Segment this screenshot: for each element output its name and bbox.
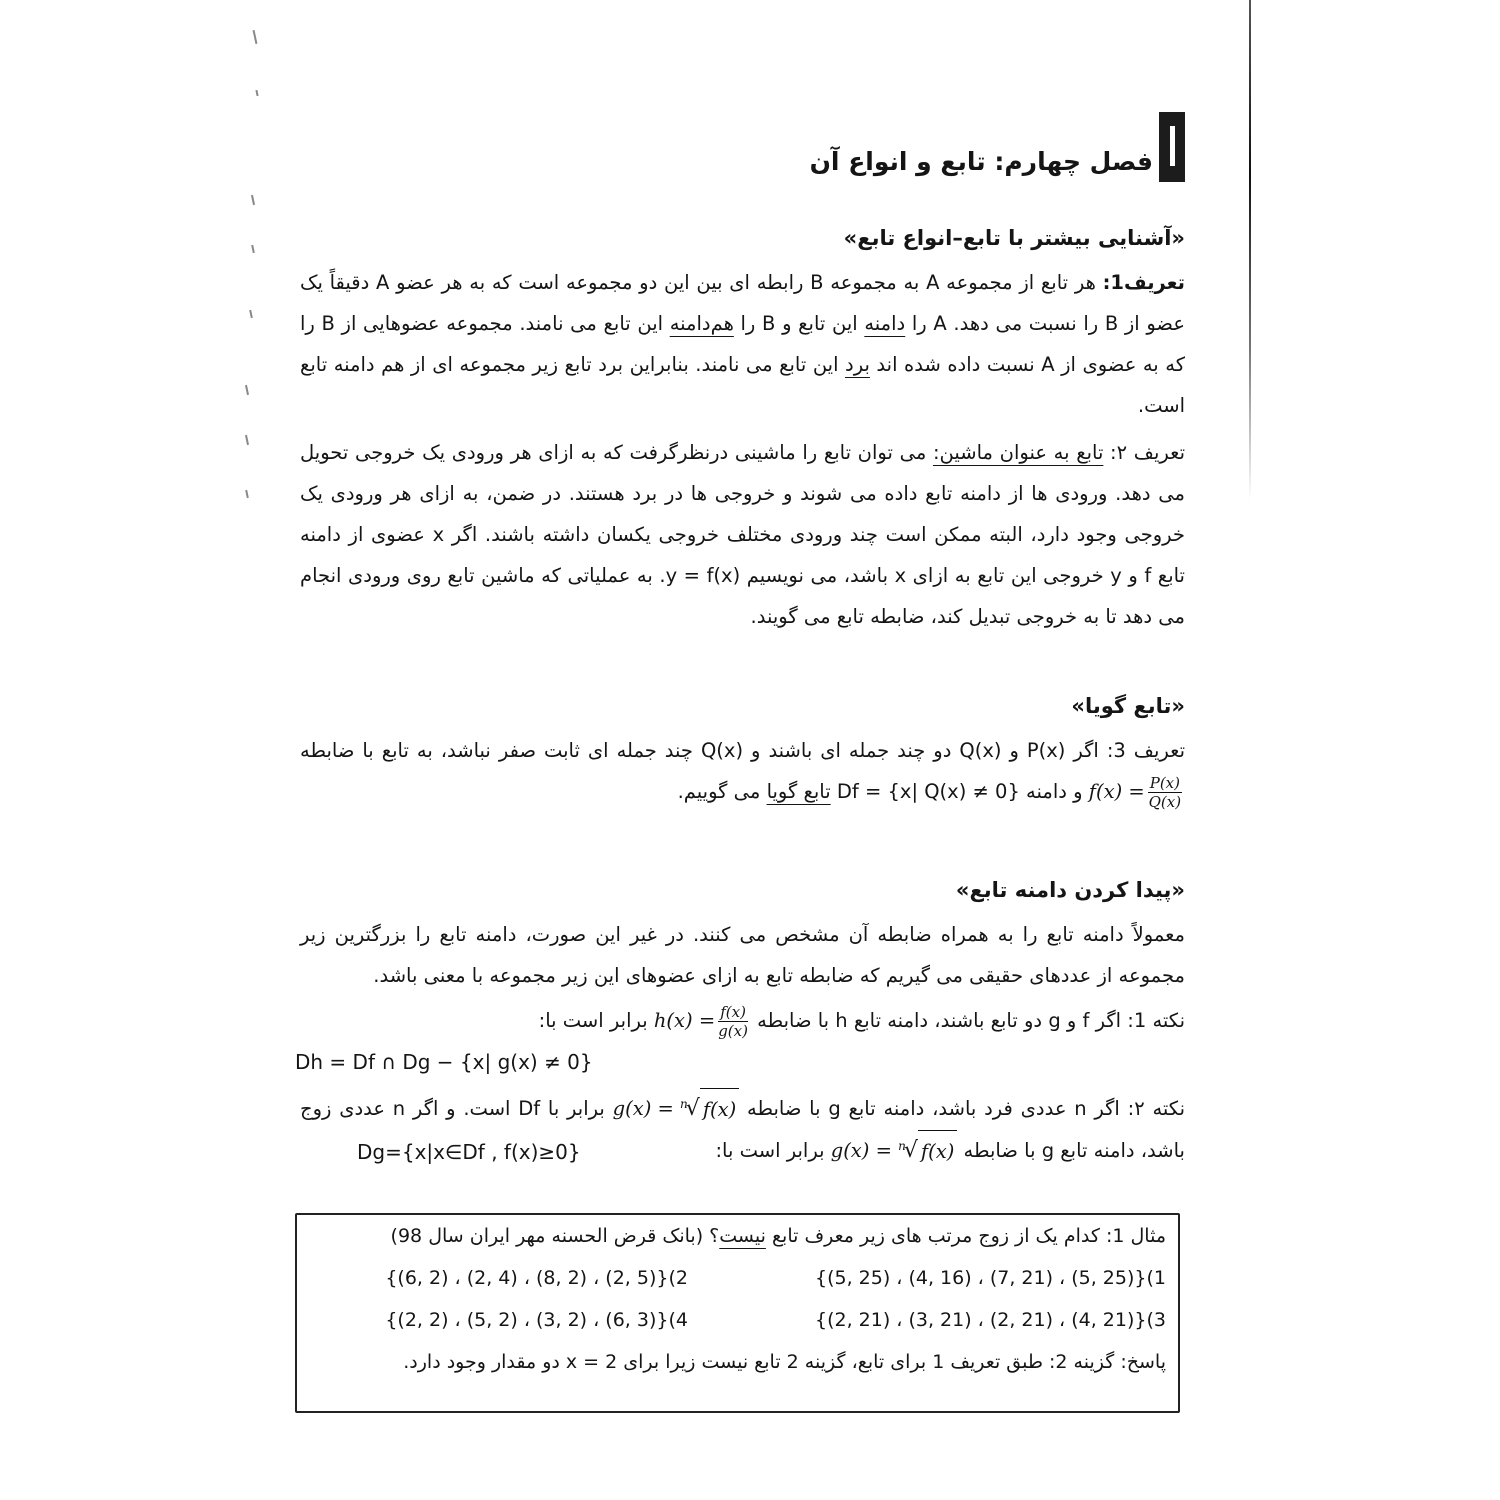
note-1: نکته 1: اگر f و g دو تابع باشند، دامنه تابع h با ضابطه h(x) = $\frac{f(x)}{g(x)}$ برابر است با: [300,1000,1185,1041]
rational-domain-formula: Df = {x| Q(x) ≠ 0} [836,780,1020,803]
option-1[interactable]: 1){(5, 25) ، (4, 16) ، (7, 21) ، (5, 25)} [814,1267,1166,1289]
note-1-result: Dh = Df ∩ Dg − {x| g(x) ≠ 0} [295,1050,593,1074]
definition-1-label: تعریف1: [1102,271,1185,294]
definition-3: تعریف 3: اگر P(x) و Q(x) دو چند جمله ای باشند و Q(x) چند جمله ای ثابت صفر نباشد، به تابع با ضابطه f(x) = $\frac{P(x)}{Q(x)}$ و دامنه Df = {x| Q(x) ≠ 0} تابع گویا می گوییم. [300,739,1185,811]
formula-y-fx: y = f(x) [665,564,741,587]
scan-artifacts [250,30,270,550]
option-2[interactable]: 2){(6, 2) ، (2, 4) ، (8, 2) ، (2, 5)} [385,1267,688,1289]
note-2-result: Dg={x|x∈Df , f(x)≥0} [357,1140,581,1164]
option-3[interactable]: 3){(2, 21) ، (3, 21) ، (2, 21) ، (4, 21)} [814,1309,1166,1331]
example-question: مثال 1: کدام یک از زوج مرتب های زیر معرف تابع نیست؟ (بانک قرض الحسنه مهر ایران سال 98) [390,1225,1166,1247]
quotient-function-formula: h(x) = $\frac{f(x)}{g(x)}$ [653,1003,748,1040]
page-binding-line [1249,0,1251,500]
note-2: نکته ۲: اگر n عددی فرد باشد، دامنه تابع g با ضابطه g(x) = n √ f(x) برابر با Df است. و اگر n عددی زوج باشد، دامنه تابع g با ضابطه g(x) = n √ f(x) برابر است با: [300,1088,1185,1172]
section-heading-domain: «پیدا کردن دامنه تابع» [955,878,1185,902]
definition-2: تعریف ۲: تابع به عنوان ماشین: می توان تابع را ماشینی درنظرگرفت که به ازای هر ورودی یک خروجی تحویل می دهد. ورودی ها از دامنه تابع داده می شوند و خروجی ها در برد هستند. در ضمن، به ازای هر ورودی یک خروجی وجود دارد، البته ممکن است چند ورودی مختلف خروجی یکسان داشته باشند. اگر x عضوی از دامنه تابع f و y خروجی این تابع به ازای x باشد، می نویسیم y = f(x). به عملیاتی که ماشین تابع روی ورودی انجام می دهد تا به خروجی تبدیل کند، ضابطه تابع می گویند. [300,441,1186,628]
term-function-machine: تابع به عنوان ماشین: [932,441,1104,464]
section-heading-rational: «تابع گویا» [1071,694,1185,718]
term-codomain: هم‌دامنه [669,312,734,335]
term-range: برد [845,353,870,376]
chapter-title: فصل چهارم: تابع و انواع آن [809,146,1153,176]
example-box [295,1213,1180,1413]
term-rational-function: تابع گویا [766,780,831,803]
chapter-marker-icon [1159,112,1185,182]
chapter-header [810,112,1185,182]
term-domain: دامنه [864,312,906,335]
rational-function-formula: f(x) = $\frac{P(x)}{Q(x)}$ [1088,774,1182,811]
definition-2-label: تعریف ۲: [1103,441,1186,464]
definition-1: تعریف1: هر تابع از مجموعه A به مجموعه B رابطه ای بین این دو مجموعه است که به هر عضو A دقیقاً یک عضو از B را نسبت می دهد. A را دامنه این تابع و B را هم‌دامنه این تابع می نامند. مجموعه عضوهایی از B را که به عضوی از A نسبت داده شده اند برد این تابع می نامند. بنابراین برد تابع زیر مجموعه ای از هم دامنه تابع است. [300,271,1185,417]
domain-intro: معمولاً دامنه تابع را به همراه ضابطه آن مشخص می کنند. در غیر این صورت، دامنه تابع را بزرگترین زیر مجموعه از عددهای حقیقی می گیریم که ضابطه تابع به ازای عضوهای این زیر مجموعه با معنی باشد. [300,923,1185,987]
section-heading-functions: «آشنایی بیشتر با تابع–انواع تابع» [843,226,1185,250]
example-answer: پاسخ: گزینه 2: طبق تعریف 1 برای تابع، گزینه 2 تابع نیست زیرا برای x = 2 دو مقدار وجود دارد. [403,1351,1166,1373]
option-4[interactable]: 4){(2, 2) ، (5, 2) ، (3, 2) ، (6, 3)} [385,1309,688,1331]
term-is-not: نیست [719,1225,766,1247]
nth-root-formula: g(x) = n √ f(x) [613,1088,740,1130]
nth-root-formula-even: g(x) = n √ f(x) [831,1130,958,1172]
definition-3-label: تعریف 3: [1106,739,1185,762]
